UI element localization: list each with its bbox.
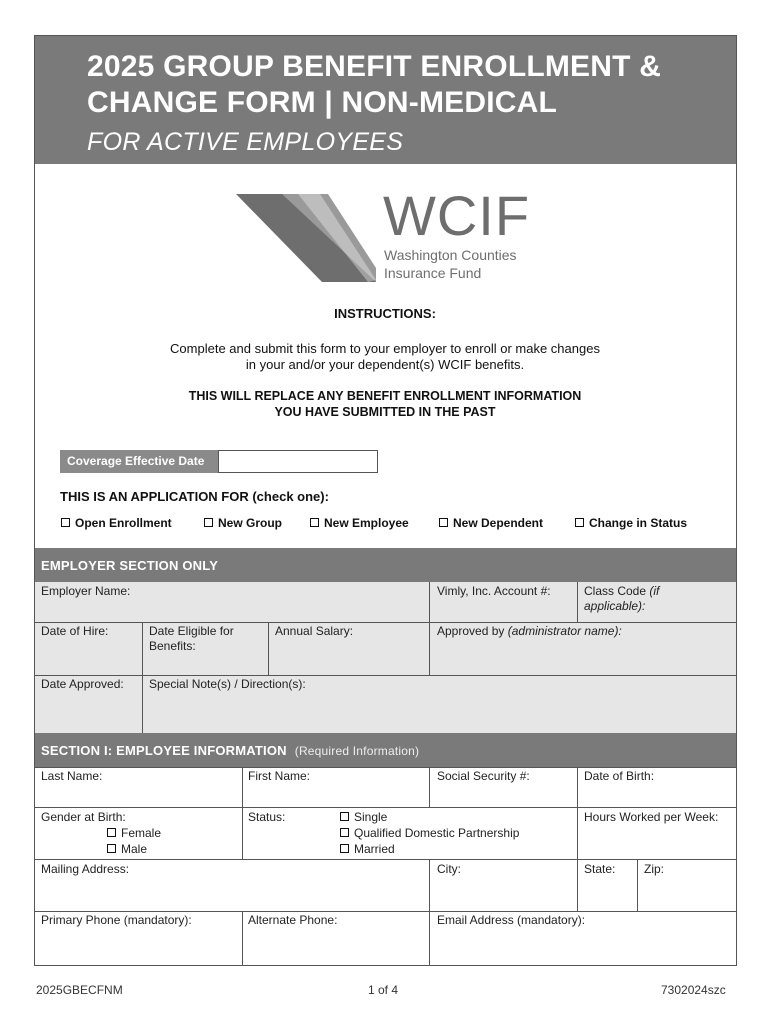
logo-wordmark: WCIF [383, 184, 531, 247]
checkbox-icon[interactable] [107, 828, 116, 837]
wcif-logo-mark-icon [236, 192, 376, 284]
checkbox-icon[interactable] [575, 518, 584, 527]
class-code-field[interactable]: Class Code (if [584, 584, 660, 598]
col-divider [142, 622, 143, 733]
title-band [35, 36, 736, 164]
replace-warning-2: YOU HAVE SUBMITTED IN THE PAST [274, 405, 496, 419]
account-number-field[interactable]: Vimly, Inc. Account #: [437, 584, 551, 598]
form-title-line-1: 2025 GROUP BENEFIT ENROLLMENT & [87, 50, 662, 83]
gender-label: Gender at Birth: [41, 810, 126, 824]
employer-section-header [35, 548, 736, 582]
row-divider [35, 911, 736, 912]
instructions-text-1: Complete and submit this form to your employer to enroll or make changes [170, 341, 600, 356]
primary-phone-field[interactable]: Primary Phone (mandatory): [41, 913, 192, 927]
checkbox-icon[interactable] [61, 518, 70, 527]
date-eligible-label-2: Benefits: [149, 639, 196, 653]
checkbox-icon[interactable] [340, 828, 349, 837]
form-subtitle: FOR ACTIVE EMPLOYEES [87, 128, 404, 156]
annual-salary-field[interactable]: Annual Salary: [275, 624, 354, 638]
city-field[interactable]: City: [437, 862, 461, 876]
class-code-note: applicable): [584, 599, 646, 613]
col-divider [577, 582, 578, 622]
row-divider [35, 859, 736, 860]
employee-section-title: SECTION I: EMPLOYEE INFORMATION [41, 743, 287, 758]
row-divider [35, 767, 736, 768]
employee-section-header [35, 733, 736, 767]
ssn-field[interactable]: Social Security #: [437, 769, 530, 783]
date-approved-field[interactable]: Date Approved: [41, 677, 124, 691]
date-of-hire-field[interactable]: Date of Hire: [41, 624, 109, 638]
last-name-field[interactable]: Last Name: [41, 769, 103, 783]
row-divider [35, 675, 736, 676]
col-divider [242, 911, 243, 965]
option-open-enrollment[interactable]: Open Enrollment [61, 516, 172, 530]
gender-option-male[interactable]: Male [107, 842, 147, 857]
status-option-married[interactable]: Married [340, 842, 395, 857]
checkbox-icon[interactable] [204, 518, 213, 527]
col-divider [242, 767, 243, 859]
special-notes-field[interactable]: Special Note(s) / Direction(s): [149, 677, 306, 691]
col-divider [429, 582, 430, 675]
checkbox-icon[interactable] [439, 518, 448, 527]
gender-option-female[interactable]: Female [107, 826, 161, 841]
logo-subtitle-2: Insurance Fund [384, 265, 482, 281]
col-divider [429, 859, 430, 965]
logo-subtitle-1: Washington Counties [384, 247, 517, 263]
col-divider [637, 859, 638, 911]
form-code: 2025GBECFNM [36, 983, 123, 997]
checkbox-icon[interactable] [107, 844, 116, 853]
email-field[interactable]: Email Address (mandatory): [437, 913, 586, 927]
status-option-single[interactable]: Single [340, 810, 387, 825]
coverage-date-field[interactable] [218, 450, 378, 473]
mailing-address-field[interactable]: Mailing Address: [41, 862, 130, 876]
revision-code: 7302024szc [661, 983, 726, 997]
row-divider [35, 622, 736, 623]
page-number: 1 of 4 [368, 983, 399, 997]
required-note: (Required Information) [294, 744, 420, 758]
application-for-heading: THIS IS AN APPLICATION FOR (check one): [60, 489, 329, 504]
approved-by-field[interactable]: Approved by (administrator name): [437, 624, 622, 638]
coverage-date-label: Coverage Effective Date [60, 450, 218, 473]
status-option-qdp[interactable]: Qualified Domestic Partnership [340, 826, 519, 841]
option-new-group[interactable]: New Group [204, 516, 282, 530]
replace-warning-1: THIS WILL REPLACE ANY BENEFIT ENROLLMENT INFORMATION [188, 389, 582, 403]
employer-section-title: EMPLOYER SECTION ONLY [41, 558, 219, 573]
date-eligible-field[interactable]: Date Eligible for [149, 624, 234, 638]
alternate-phone-field[interactable]: Alternate Phone: [248, 913, 338, 927]
checkbox-icon[interactable] [340, 812, 349, 821]
first-name-field[interactable]: First Name: [248, 769, 311, 783]
checkbox-icon[interactable] [340, 844, 349, 853]
option-new-dependent[interactable]: New Dependent [439, 516, 543, 530]
state-field[interactable]: State: [584, 862, 616, 876]
date-of-birth-field[interactable]: Date of Birth: [584, 769, 655, 783]
employer-name-field[interactable]: Employer Name: [41, 584, 131, 598]
hours-worked-field[interactable]: Hours Worked per Week: [584, 810, 719, 824]
instructions-text-2: in your and/or your dependent(s) WCIF benefits. [245, 357, 525, 372]
checkbox-icon[interactable] [310, 518, 319, 527]
col-divider [577, 767, 578, 911]
option-change-in-status[interactable]: Change in Status [575, 516, 687, 530]
instructions-heading: INSTRUCTIONS: [334, 306, 436, 321]
status-label: Status: [248, 810, 286, 824]
form-title-line-2: CHANGE FORM | NON-MEDICAL [87, 86, 558, 119]
col-divider [268, 622, 269, 675]
zip-field[interactable]: Zip: [644, 862, 665, 876]
col-divider [429, 767, 430, 807]
row-divider [35, 807, 736, 808]
option-new-employee[interactable]: New Employee [310, 516, 409, 530]
